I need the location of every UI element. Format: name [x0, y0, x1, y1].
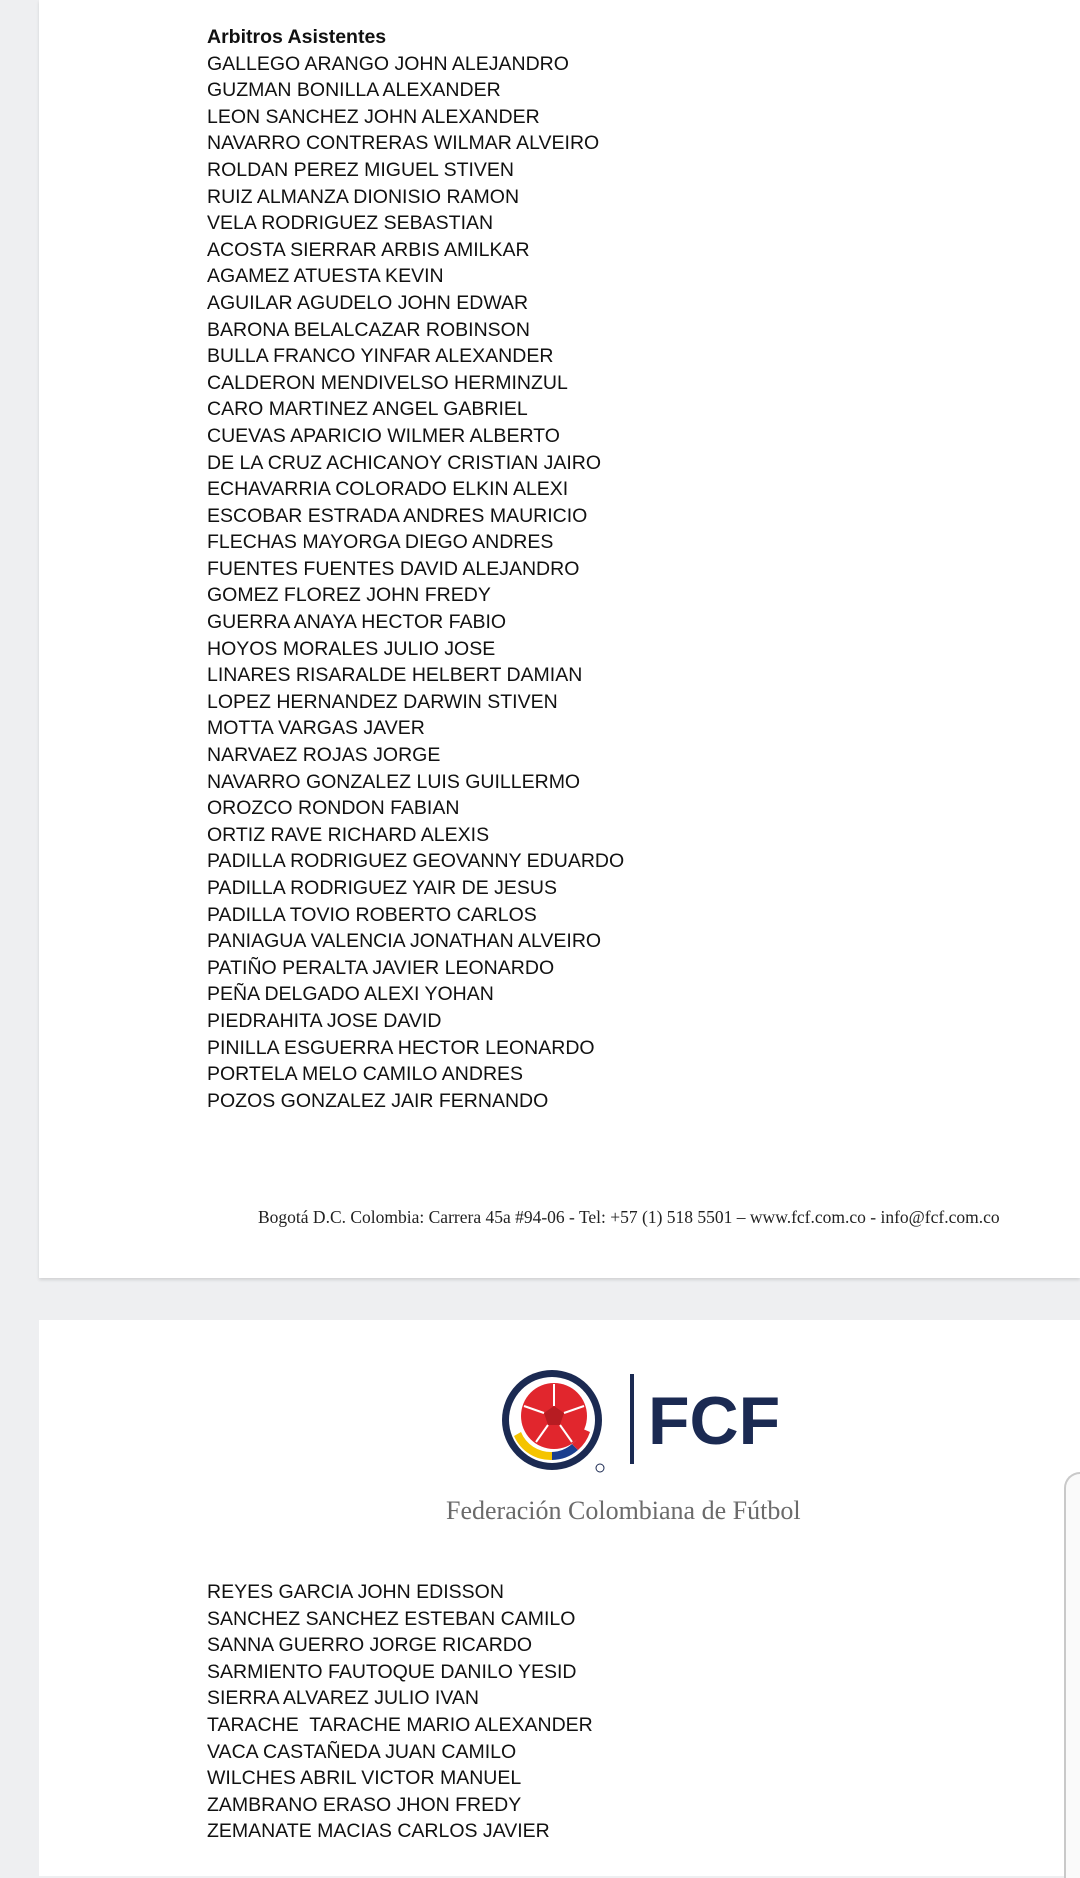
referee-name: PINILLA ESGUERRA HECTOR LEONARDO	[207, 1036, 595, 1059]
referee-name: GUZMAN BONILLA ALEXANDER	[207, 79, 501, 102]
referee-name: LINARES RISARALDE HELBERT DAMIAN	[207, 664, 583, 687]
referee-name: BULLA FRANCO YINFAR ALEXANDER	[207, 345, 554, 368]
referee-list-page-1	[207, 51, 624, 1115]
referee-name: PADILLA RODRIGUEZ GEOVANNY EDUARDO	[207, 850, 625, 873]
referee-name: NAVARRO GONZALEZ LUIS GUILLERMO	[207, 770, 581, 793]
fcf-crest-icon	[502, 1370, 604, 1472]
referee-name: MOTTA VARGAS JAVER	[207, 717, 425, 740]
referee-name: PANIAGUA VALENCIA JONATHAN ALVEIRO	[207, 930, 602, 953]
referee-name: DE LA CRUZ ACHICANOY CRISTIAN JAIRO	[207, 451, 602, 474]
referee-name: BARONA BELALCAZAR ROBINSON	[207, 318, 530, 341]
referee-name: NARVAEZ ROJAS JORGE	[207, 744, 441, 767]
referee-name: PORTELA MELO CAMILO ANDRES	[207, 1063, 524, 1086]
referee-name: VELA RODRIGUEZ SEBASTIAN	[207, 212, 494, 235]
referee-name: SARMIENTO FAUTOQUE DANILO YESID	[207, 1660, 577, 1683]
referee-name: ORTIZ RAVE RICHARD ALEXIS	[207, 823, 490, 846]
referee-name: TARACHE TARACHE MARIO ALEXANDER	[207, 1713, 593, 1736]
referee-name: ZEMANATE MACIAS CARLOS JAVIER	[207, 1820, 550, 1843]
referee-name: CARO MARTINEZ ANGEL GABRIEL	[207, 398, 528, 421]
referee-list-page-2	[207, 1579, 593, 1845]
referee-name: ROLDAN PEREZ MIGUEL STIVEN	[207, 158, 515, 181]
referee-name: OROZCO RONDON FABIAN	[207, 797, 460, 820]
referee-name: RUIZ ALMANZA DIONISIO RAMON	[207, 185, 520, 208]
referee-name: PADILLA RODRIGUEZ YAIR DE JESUS	[207, 877, 558, 899]
referee-name: PATIÑO PERALTA JAVIER LEONARDO	[207, 956, 555, 979]
federation-name: Federación Colombiana de Fútbol	[446, 1496, 801, 1525]
referee-name: ECHAVARRIA COLORADO ELKIN ALEXI	[207, 478, 569, 501]
page-footer: Bogotá D.C. Colombia: Carrera 45a #94-06 - Tel: +57 (1) 518 5501 – www.fcf.com.co - info@fcf.com.co	[258, 1207, 1000, 1227]
referee-name: AGUILAR AGUDELO JOHN EDWAR	[207, 291, 529, 314]
referee-name: SIERRA ALVAREZ JULIO IVAN	[207, 1687, 480, 1710]
referee-name: CUEVAS APARICIO WILMER ALBERTO	[207, 424, 560, 447]
referee-name: GOMEZ FLOREZ JOHN FREDY	[207, 584, 491, 607]
referee-name: PEÑA DELGADO ALEXI YOHAN	[207, 983, 494, 1006]
referee-name: SANNA GUERRO JORGE RICARDO	[207, 1634, 533, 1657]
section-title: Arbitros Asistentes	[207, 26, 387, 48]
referee-name: LOPEZ HERNANDEZ DARWIN STIVEN	[207, 690, 558, 713]
referee-name: GUERRA ANAYA HECTOR FABIO	[207, 611, 507, 634]
page-edge-curl	[1064, 1472, 1080, 1878]
referee-name: LEON SANCHEZ JOHN ALEXANDER	[207, 105, 540, 128]
referee-name: REYES GARCIA JOHN EDISSON	[207, 1581, 504, 1603]
referee-name: SANCHEZ SANCHEZ ESTEBAN CAMILO	[207, 1607, 576, 1630]
fcf-logo-text: FCF	[648, 1383, 781, 1459]
referee-name: ESCOBAR ESTRADA ANDRES MAURICIO	[207, 504, 588, 527]
referee-name: PIEDRAHITA JOSE DAVID	[207, 1009, 442, 1032]
referee-name: HOYOS MORALES JULIO JOSE	[207, 637, 496, 660]
referee-name: ZAMBRANO ERASO JHON FREDY	[207, 1793, 522, 1816]
referee-name: WILCHES ABRIL VICTOR MANUEL	[207, 1767, 522, 1790]
referee-name: POZOS GONZALEZ JAIR FERNANDO	[207, 1089, 549, 1112]
referee-name: VACA CASTAÑEDA JUAN CAMILO	[207, 1740, 517, 1763]
referee-name: AGAMEZ ATUESTA KEVIN	[207, 265, 444, 288]
fcf-logo	[500, 1366, 800, 1476]
referee-name: ACOSTA SIERRAR ARBIS AMILKAR	[207, 238, 530, 261]
referee-name: PADILLA TOVIO ROBERTO CARLOS	[207, 903, 537, 926]
referee-name: FUENTES FUENTES DAVID ALEJANDRO	[207, 557, 580, 580]
referee-name: FLECHAS MAYORGA DIEGO ANDRES	[207, 531, 554, 554]
referee-name: GALLEGO ARANGO JOHN ALEJANDRO	[207, 52, 569, 75]
referee-name: CALDERON MENDIVELSO HERMINZUL	[207, 371, 568, 394]
referee-name: NAVARRO CONTRERAS WILMAR ALVEIRO	[207, 132, 600, 155]
